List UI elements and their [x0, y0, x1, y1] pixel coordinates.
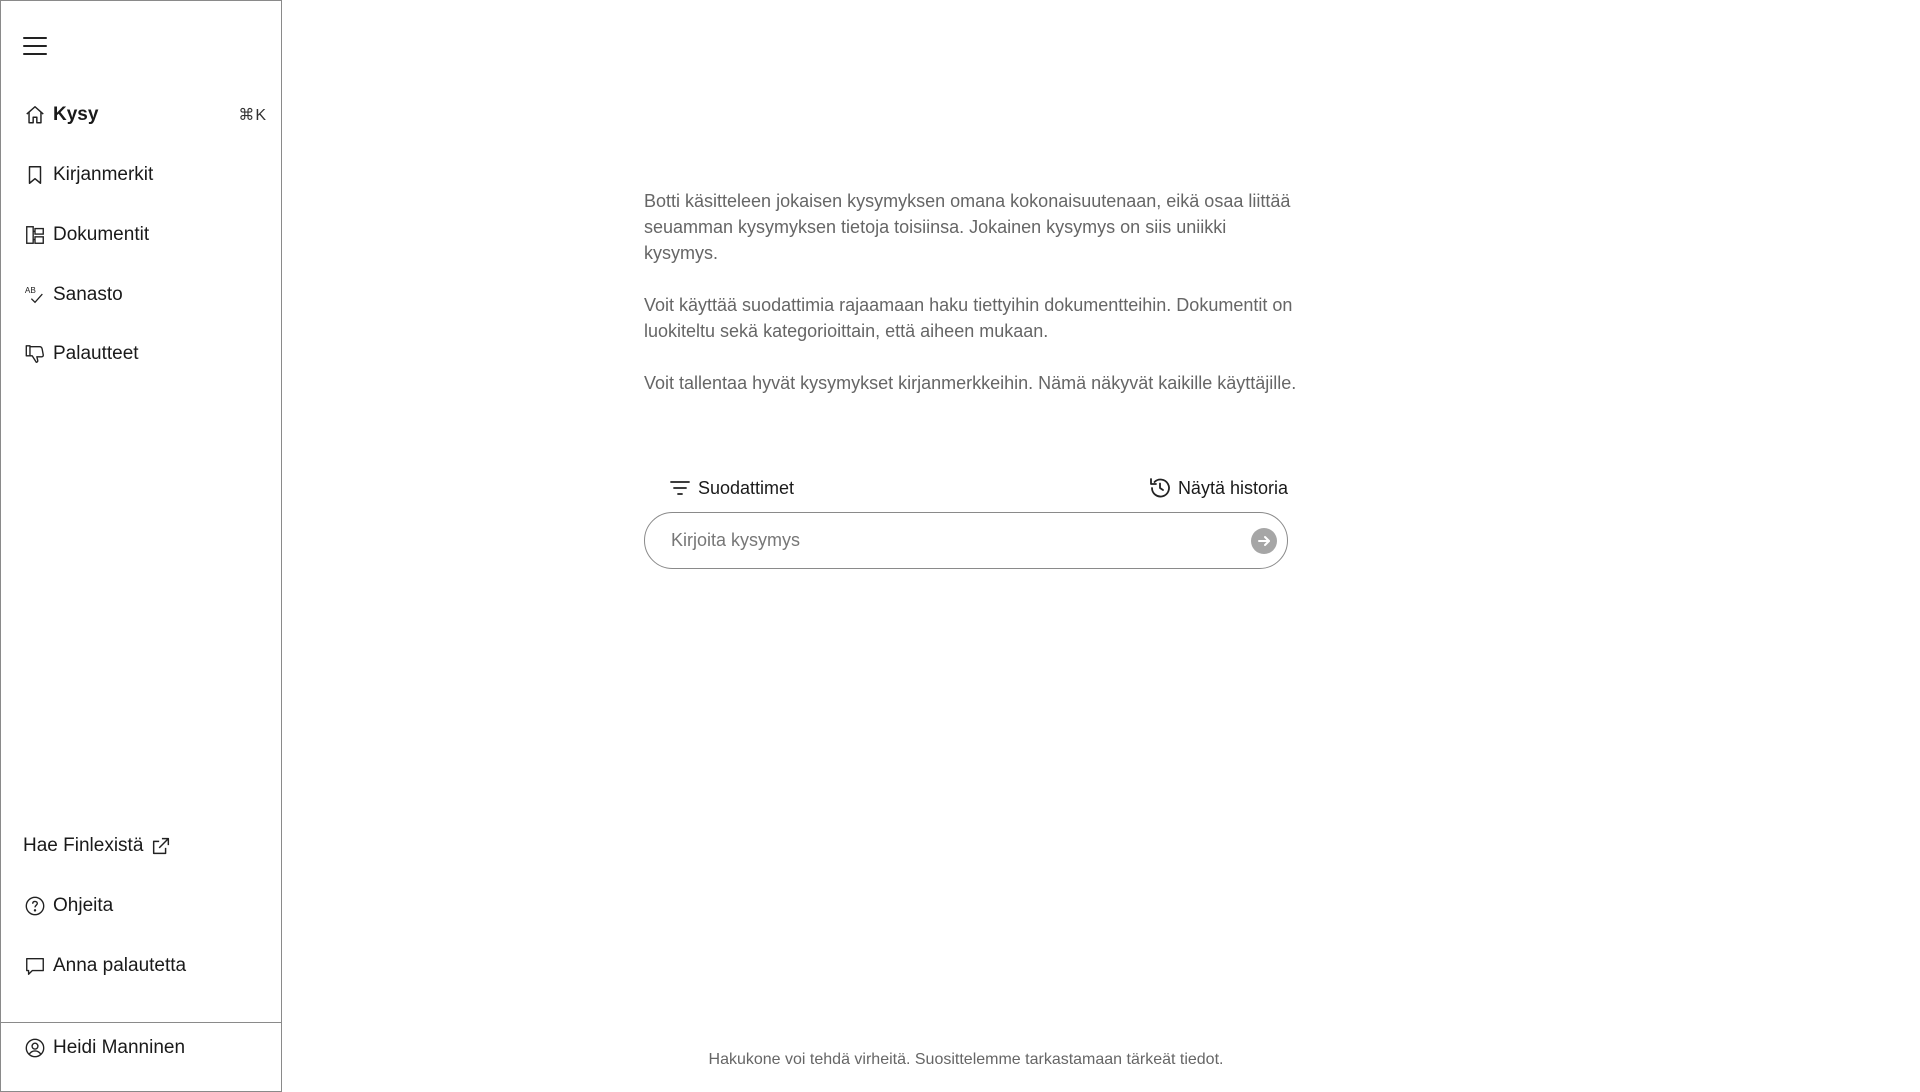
sidebar-item-label: Ohjeita — [53, 895, 113, 917]
sidebar-item-kysy[interactable] — [23, 99, 267, 131]
message-icon — [23, 954, 47, 978]
sidebar-item-palautteet[interactable] — [23, 338, 267, 370]
user-name: Heidi Manninen — [53, 1037, 185, 1059]
sidebar-item-kirjanmerkit[interactable] — [23, 159, 267, 191]
sidebar-item-label: Anna palautetta — [53, 955, 186, 977]
hamburger-menu-icon[interactable] — [21, 35, 49, 57]
keyboard-shortcut: ⌘K — [238, 105, 267, 125]
thumbs-down-icon — [23, 342, 47, 366]
sidebar-item-label: Hae Finlexistä — [23, 835, 143, 857]
external-link-icon — [149, 834, 173, 858]
svg-text:AB: AB — [25, 286, 37, 295]
documents-icon — [23, 223, 47, 247]
history-icon — [1148, 476, 1172, 500]
intro-paragraph: Voit käyttää suodattimia rajaamaan haku tiettyihin dokumentteihin. Dokumentit on luokiteltu sekä kategorioittain, että aiheen mukaan. — [644, 292, 1304, 344]
user-circle-icon — [23, 1036, 47, 1060]
user-profile[interactable] — [23, 1032, 267, 1064]
show-history-button[interactable] — [1148, 472, 1288, 504]
search-box — [644, 512, 1288, 569]
search-controls — [644, 472, 1288, 504]
sidebar — [0, 0, 282, 1092]
sidebar-divider — [1, 1022, 281, 1023]
help-circle-icon — [23, 894, 47, 918]
main-content — [283, 0, 1920, 1080]
sidebar-item-label: Palautteet — [53, 343, 139, 365]
filter-icon — [668, 476, 692, 500]
filters-button[interactable] — [668, 472, 794, 504]
arrow-right-icon — [1256, 533, 1272, 549]
intro-paragraph: Voit tallentaa hyvät kysymykset kirjanmerkkeihin. Nämä näkyvät kaikille käyttäjille. — [644, 370, 1304, 396]
intro-text — [644, 188, 1304, 422]
bookmark-icon — [23, 163, 47, 187]
sidebar-item-label: Sanasto — [53, 284, 123, 306]
sidebar-item-label: Kysy — [53, 104, 98, 126]
sidebar-item-hae-finlexista[interactable] — [23, 830, 267, 862]
history-label: Näytä historia — [1178, 478, 1288, 499]
sidebar-item-sanasto[interactable] — [23, 279, 267, 311]
disclaimer-text: Hakukone voi tehdä virheitä. Suosittelemme tarkastamaan tärkeät tiedot. — [644, 1051, 1288, 1069]
home-icon — [23, 103, 47, 127]
sidebar-item-label: Kirjanmerkit — [53, 164, 153, 186]
question-input[interactable] — [669, 529, 1251, 552]
sidebar-item-ohjeita[interactable] — [23, 890, 267, 922]
sidebar-item-label: Dokumentit — [53, 224, 149, 246]
filters-label: Suodattimet — [698, 478, 794, 499]
intro-paragraph: Botti käsitteleen jokaisen kysymyksen omana kokonaisuutenaan, eikä osaa liittää seuamman kysymyksen tietoja toisiinsa. Jokainen kysymys on siis uniikki kysymys. — [644, 188, 1304, 266]
sidebar-item-dokumentit[interactable] — [23, 219, 267, 251]
send-button[interactable] — [1251, 528, 1277, 554]
spellcheck-icon — [23, 283, 47, 307]
sidebar-item-anna-palautetta[interactable] — [23, 950, 267, 982]
